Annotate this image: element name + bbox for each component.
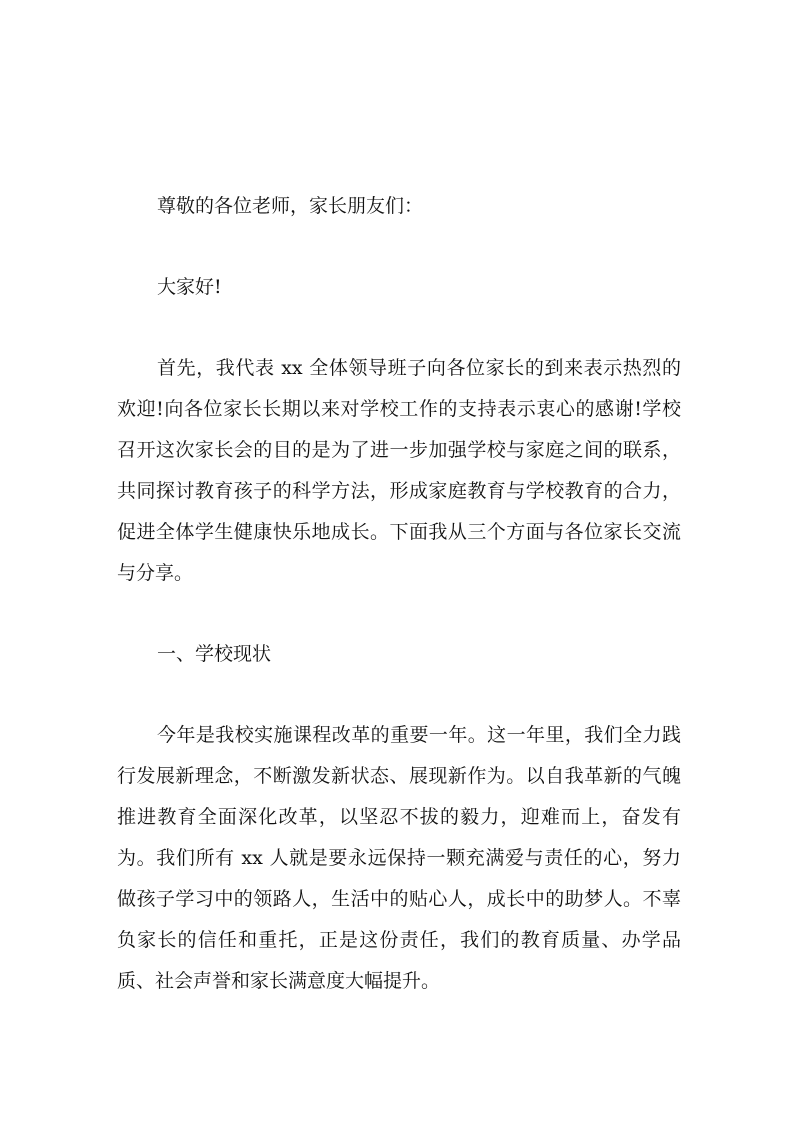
section-body-paragraph: 今年是我校实施课程改革的重要一年。这一年里，我们全力践行发展新理念，不断激发新状态、展现新作为。以自我革新的气魄推进教育全面深化改革，以坚忍不拔的毅力，迎难而上，奋发有为。我们所有 xx 人就是要永远保持一颗充满爱与责任的心，努力做孩子学习中的领路人，生活中的贴心人，成长中的助梦人。不辜负家长的信任和重托，正是这份责任，我们的教育质量、办学品质、社会声誉和家长满意度大幅提升。	[117, 724, 681, 992]
greeting: 大家好!	[157, 276, 222, 298]
intro-paragraph: 首先，我代表 xx 全体领导班子向各位家长的到来表示热烈的欢迎!向各位家长长期以来对学校工作的支持表示衷心的感谢!学校召开这次家长会的目的是为了进一步加强学校与家庭之间的联系，共同探讨教育孩子的科学方法，形成家庭教育与学校教育的合力，促进全体学生健康快乐地成长。下面我从三个方面与各位家长交流与分享。	[117, 357, 681, 584]
document-page	[117, 186, 681, 1042]
section-heading: 一、学校现状	[157, 643, 272, 665]
salutation: 尊敬的各位老师，家长朋友们：	[157, 195, 424, 217]
